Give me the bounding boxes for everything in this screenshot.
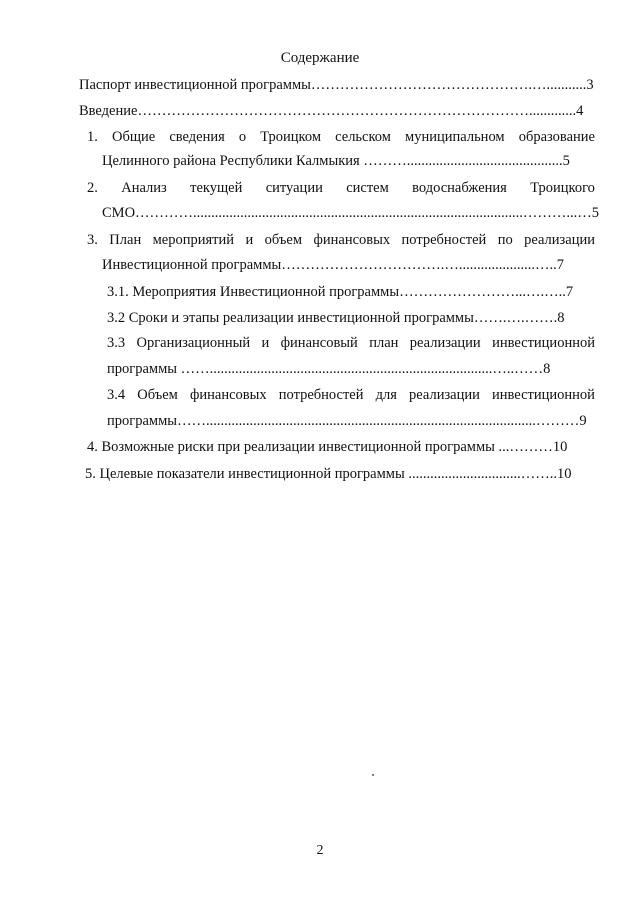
- toc-word: и: [261, 335, 270, 351]
- toc-word: ситуации: [265, 180, 323, 196]
- toc-word: Троицкого: [530, 180, 595, 196]
- toc-entry-3-line2: Инвестиционной программы…………………………….….....................…..7: [102, 257, 564, 273]
- toc-entry-3-3-line1: [107, 334, 595, 352]
- toc-word: реализации: [409, 335, 481, 351]
- toc-entry-passport: Паспорт инвестиционной программы……………………………………….…...........3: [79, 77, 594, 93]
- toc-entry-4: 4. Возможные риски при реализации инвестиционной программы ...………10: [87, 439, 568, 455]
- toc-word: образование: [518, 129, 595, 145]
- toc-entry-3-1: 3.1. Мероприятия Инвестиционной программы……………………...….…..7: [107, 284, 574, 300]
- toc-word: реализации: [409, 387, 480, 403]
- toc-entry-3-line1: [87, 231, 595, 249]
- toc-entry-intro: Введение……………………………………………………………………….............4: [79, 103, 584, 119]
- toc-word: финансовых: [313, 232, 391, 248]
- toc-word: финансовый: [280, 335, 358, 351]
- toc-entry-2-line1: [87, 179, 595, 197]
- toc-word: текущей: [190, 180, 243, 196]
- toc-word: потребностей: [278, 387, 364, 403]
- toc-word: инвестиционной: [492, 335, 595, 351]
- toc-entry-3-2: 3.2 Сроки и этапы реализации инвестиционной программы…….….…….8: [107, 310, 565, 326]
- toc-word: Организационный: [136, 335, 251, 351]
- toc-word: 1.: [87, 129, 98, 145]
- toc-word: сведения: [169, 129, 225, 145]
- toc-word: 3.3: [107, 335, 126, 351]
- toc-entry-3-3-line2: программы ……..............................................................................…..……8: [107, 361, 551, 377]
- toc-word: Троицком: [260, 129, 322, 145]
- toc-entry-1-line1: [87, 128, 595, 146]
- toc-word: и: [245, 232, 254, 248]
- scan-speck: [372, 774, 374, 776]
- page-number: 2: [316, 843, 324, 858]
- toc-word: о: [238, 129, 247, 145]
- toc-entry-3-4-line1: [107, 386, 595, 404]
- toc-word: План: [109, 232, 142, 248]
- toc-word: сельском: [335, 129, 391, 145]
- toc-word: 3.: [87, 232, 98, 248]
- toc-word: по: [497, 232, 513, 248]
- toc-word: систем: [346, 180, 389, 196]
- toc-word: инвестиционной: [492, 387, 595, 403]
- toc-word: водоснабжения: [412, 180, 507, 196]
- toc-word: мероприятий: [152, 232, 235, 248]
- toc-word: объем: [264, 232, 303, 248]
- toc-word: реализации: [524, 232, 595, 248]
- toc-entry-1-line2: Целинного района Республики Калмыкия ………...........................................5: [102, 153, 570, 169]
- toc-entry-3-4-line2: программы……...........................................................................................………9: [107, 413, 587, 429]
- toc-word: план: [369, 335, 399, 351]
- toc-entry-5: 5. Целевые показатели инвестиционной программы ...............................……..10: [85, 466, 572, 482]
- toc-word: для: [375, 387, 397, 403]
- toc-word: Анализ: [121, 180, 167, 196]
- toc-title: Содержание: [280, 50, 360, 66]
- toc-word: потребностей: [401, 232, 487, 248]
- toc-word: Общие: [111, 129, 156, 145]
- toc-word: финансовых: [189, 387, 267, 403]
- toc-word: 2.: [87, 180, 98, 196]
- toc-entry-2-line2: СМО…………...........................................................................................………...…5: [102, 205, 600, 221]
- toc-word: 3.4: [107, 387, 126, 403]
- toc-word: муниципальном: [405, 129, 505, 145]
- toc-word: Объем: [137, 387, 178, 403]
